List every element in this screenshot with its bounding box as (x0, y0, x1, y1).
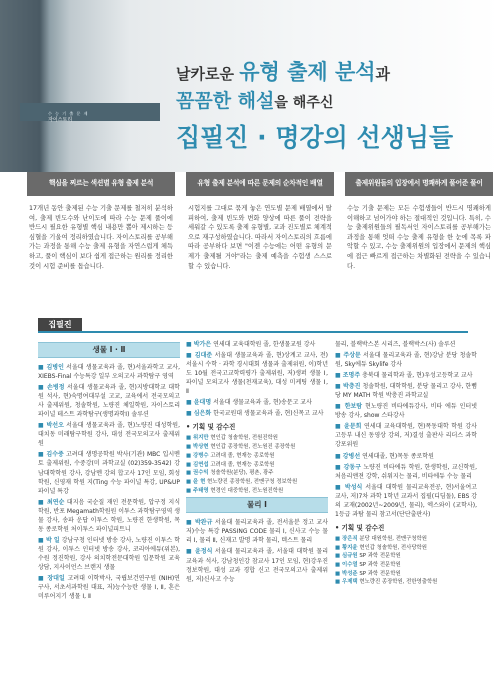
list-item: ■ 강병선 연세대졸, 현)목동 종로학원 (335, 452, 434, 460)
group-heading: • 기획 및 감수진 (335, 523, 385, 532)
list-item: ■ 위지만 현인갑 청솔학원, 전원진학원 (186, 435, 278, 442)
headline-line-1: 날카로운 유형 출제 분석과 (176, 60, 391, 84)
brand-caption: 수 능 기 출 문 제 (48, 111, 89, 116)
list-item: ■ 강병수 고려대 졸, 현재능 종로학원 (186, 452, 275, 459)
list-item: ■ 김연섭 고려대 졸, 현재능 종로학원 (186, 461, 275, 468)
intro-column-3 (345, 172, 493, 271)
section-title-tab: 집필진 (38, 318, 82, 332)
list-item: ■ 박완규 서울대 물리교육과 졸, 전서울분 정고 교사 저)수능 특강 PASSING CODE 물리 Ⅰ, 신사고 수능 물리 Ⅰ, 물리 Ⅱ, 신재고 발명 과학 물리, 텍스트 물리 (186, 519, 328, 545)
headline-line-2: 꼼꼼한 해설을 해주신 (176, 90, 334, 112)
subject-bar: 물리 Ⅰ (186, 497, 328, 513)
list-item: ■ 윤대명 서울대 생물교육과 졸, 현)송문고 교사 (186, 399, 312, 407)
section-divider (38, 331, 468, 333)
group-heading: • 기획 및 감수진 (186, 423, 236, 432)
list-item: ■ 박충진 청솔학원, 대학학원, 분당 물리고 강사, 한뼘당 MY MATH 학원 박충진 과학교실 (335, 383, 477, 400)
hero-banner (0, 0, 500, 172)
list-item: ■ 박선오 서울대 생물교육과 졸, 현)노량진 대성학원, 대치동 미래탐구학원 강사, 대성 전국모의고사 출제위원 (38, 422, 180, 448)
directory-column-1 (38, 340, 180, 603)
intro-text: 시험지를 그대로 묶게 놓은 연도별 문제 배열에서 탈피하여, 출제 빈도와 변화 양상에 따른 풀이 전략을 세워갈 수 있도록 출제 유형별, 교과 진도별로 체계적으로 재구성하였습니다. 따라서 자이스토리의 흐름에 따라 공부하다 보면 "이젠 수능에는 어떤 유형의 문제가 출제될 거야"라는 출제 예측을 수험생 스스로 할 수 있습니다. (188, 205, 332, 270)
list-item: ■ 주상문 서울대 물리교육과 졸, 현)강남 분당 청솔학원, Sky에듀 Skylife 강사 (335, 352, 477, 369)
list-item: ■ 윤문희 연세대 교육대학원, 현)폭동대학 학원 강사 고등부 내신 동영상 강의, 저)결성 출판사 리더스 과학 강포위원 (335, 423, 477, 449)
list-item: ■ 이수열 SP 과학 전문학원 (335, 562, 401, 568)
list-item: ■ 박 일 강남구청 인터넷 방송 강사, 노량진 이투스 학원 강사, 이투스 인터넷 방송 강사, 코리아에듀(위본), 수원 정진학원, 강사 의치학전문대학원 입문학원 교육상담, 지사이언스 브랜지 생물 (38, 536, 180, 571)
list-item: ■ 박상현 현인갑 종장학원, 전노원진 종장학원 (186, 444, 296, 451)
intro-text: 17개년 동안 출제된 수능 기출 문제를 철저히 분석하여, 출제 빈도수와 난이도에 따라 수능 문제 풀이에 반드시 필요한 유형별 핵심 내용만 뽑아 제시하는 등 심혈을 기울여 정리하였습니다. 자이스토리를 공부해가는 과정을 통해 수능 출제 유형을 자연스럽게 체득하고, 풀이 핵심이 보다 쉽게 접근하는 원리를 정리한 것이 시험 준비를 돕습니다. (29, 205, 173, 270)
brand-bar (20, 103, 160, 121)
list-item: ■ 최연순 대지음 국순질 재인 전문학원, 압구정 지식학원, 반포 Megamath학원원 이투스 과학탐구영역 생물 강사, 송파 운답 이투스 학원, 노량진 한생학원, 목동 종로학원 처이투스 파이널피트니 (38, 498, 181, 533)
list-item: ■ 강동구 노량진 비타에듀 학원, 한생학원, 교신학원, 처음리앤젼 강학, 쉬워지는 물리, 비타에듀 수능 물리 (335, 463, 477, 480)
list-item: ■ 박가은 연세대 교육대학원 졸, 한생물교원 강사 (186, 341, 316, 348)
list-item: ■ 장대일 고려대 이학박사, 국립보건연구원 (NIH)연구사, 서초서과학원 대표, 저)능수능란 생물 Ⅰ, Ⅱ, 혼은 미루어지기 생물 Ⅰ, Ⅱ (38, 575, 180, 601)
list-item: ■ 박성식 서울대 대학원 물리교육전공, 현)서울여고 교사, 저)7차 과학 1학년 교과서 집필(디딤돌), EBS 강의 교재(2002년~2009년, 물리), 엑스와이 (교학사), 1등급 과탐 물리 참고서(단단출판사) (335, 483, 477, 518)
intro-column-2 (186, 172, 334, 271)
directory-column-2 (186, 340, 328, 586)
list-item: ■ 박성준 SP 과학 전문학원 (335, 570, 401, 577)
list-item: ■ 황지윤 현인갑 청솔학원, 전사당학원 (335, 544, 427, 551)
list-item: ■ 심규원 SP 과학 전문학원 (335, 553, 401, 560)
list-item: ■ 손병정 서울대 생물교육과 졸, 현)지방대학교 대학원 석사, 현)숙명여대부설 고교, 교육에서 전국모의고사 출제위원, 청솔학원, 노량진 체일학원, 자이스토리 파이널 테스트 과학탐구(생명과학Ⅰ) 솔루션 (38, 384, 180, 419)
list-item: ■ 조명주 충북대 물리학과 졸, 현)우성고등학교 교사 (335, 372, 473, 380)
list-item: ■ 윤 현 현노량진 종장학원, 전맨구청 정보학원 (186, 478, 298, 485)
continued-text: 물리, 블랙박스본 시리즈, 블랙박스(사) 솔루션 (335, 341, 456, 348)
brand-logo: 자이스토리 (48, 117, 73, 123)
list-item: ■ 우제택 현노량진 종장학원, 전한영출학원 (335, 579, 438, 586)
list-item: ■ 윤정식 서울대 물리교육과 졸, 서울대 대학원 물리교육과 석사, 강남청인강 참교사 17인 모임, 현)강우진 정보학원, 대성 교과 경합 신고 전국모의고사 출제위원, 저)신사고 수능 (186, 548, 328, 583)
list-item: ■ 심은화 한국교원대 생물교육과 졸, 현)신목고 교사 (186, 410, 324, 418)
intro-text: 수능 기출 문제는 모든 수험생들이 반드시 명쾌하게 이해하고 넘어가야 하는 절대적인 것입니다. 특히, 수능 출제위원들의 필독서인 자이스토리를 공부해가는 과정을 통해 엇떠 수능 출제 유형을 한 눈에 목록 파악할 수 있고, 수능 출제위원의 입장에서 문제의 핵심에 접근 빠르게 접근하는 차별화된 전략을 수 있습니다. (347, 205, 491, 270)
intro-heading: 출제위원들의 입장에서 명쾌하게 풀어준 풀이 (345, 172, 493, 196)
list-item: ■ 김병인 서울대 생물교육과 졸, 현)서울과학고 교사, XIEBS-Final 수능특강 일부 오의고사 과학탐구 영역 (38, 364, 180, 381)
list-item: ■ 한보람 현노량진 비타에듀강사, 비타 에듀 인터넷 방송 강사, show 스타강사 (335, 403, 477, 420)
intro-heading: 유형 출제 분석에 따른 문제의 순차적인 배열 (186, 172, 334, 196)
directory-column-3 (335, 340, 477, 587)
subject-bar: 생물 Ⅰ · Ⅱ (38, 342, 180, 358)
list-item: ■ 김수중 고려대 생명공학원 박사(기관) MBC 입시멘토 출제위원, 수중강(미 과학교실 (02)359-3542) 강남대학학원 강사, 강남멘 강의 합고사 17인 모임, 회성학원, 신영재 학원 지(Ting 수능 파이널 특강, UP&UP 파이널 특강 (38, 451, 180, 495)
list-item: ■ 권수익 청솔학원(분당), 평촌, 광주 (186, 470, 274, 477)
list-item: ■ 장은직 분당 대원학원, 전맨구청학원 (335, 535, 427, 542)
list-item: ■ 김대준 서울대 생물교육과 졸, 현)상계고 교사, 전)서울시 수학 · 과학 경시대회 생물과 출제위원, 이)학년도 10월 전국고교학력평가 출제위원, 저)생퍼 생물 Ⅰ, 파이널 모의고사 생물(천재교육), 대성 미케팅 생물 Ⅰ, Ⅱ (186, 352, 328, 396)
list-item: ■ 주태영 현경인 대중학원, 전노원진학원 (186, 487, 284, 494)
intro-heading: 핵심을 찌르는 색션별 유형 출제 분석 (27, 172, 175, 196)
headline-line-3: 집필진 · 명강의 선생님들 (176, 123, 454, 152)
intro-column-1 (27, 172, 175, 271)
